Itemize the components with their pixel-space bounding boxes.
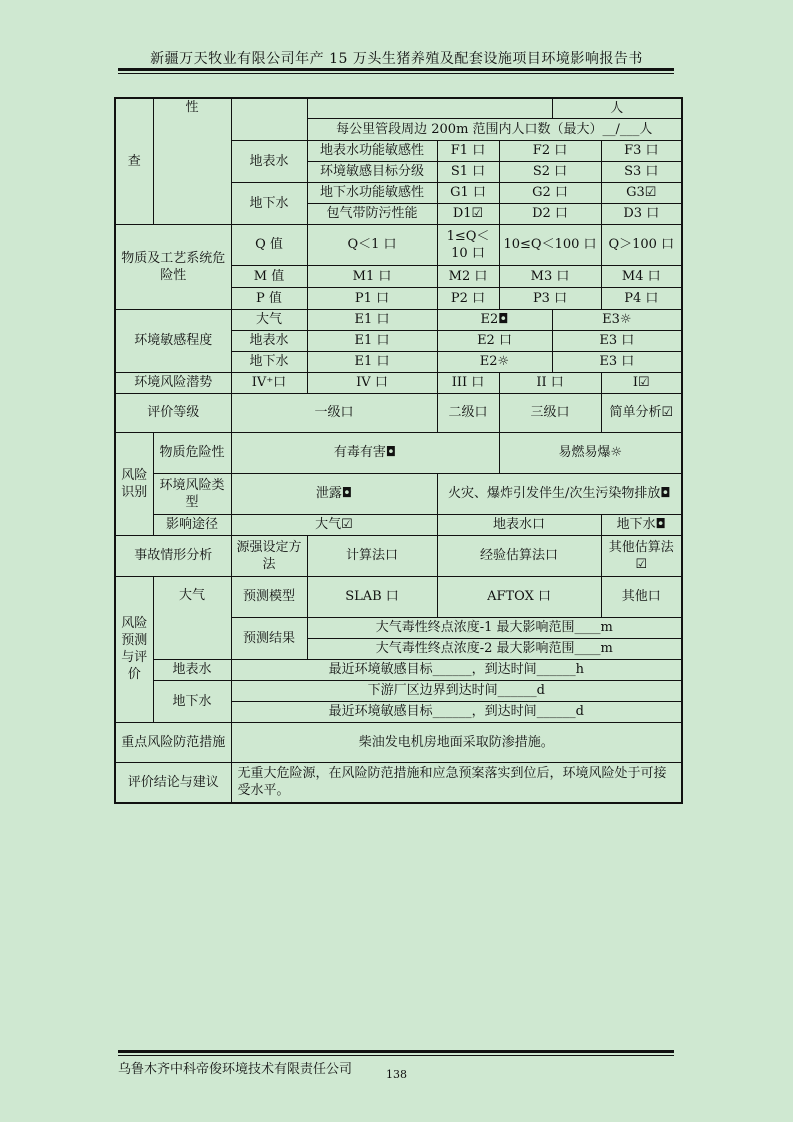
footer-company-name: 乌鲁木齐中科帝俊环境技术有限责任公司	[118, 1062, 353, 1077]
conclusion-label: 评价结论与建议	[115, 762, 231, 803]
key-measures-label: 重点风险防范措施	[115, 722, 231, 762]
surface-f3: F3 口	[601, 140, 682, 161]
assessment-grade-label: 评价等级	[115, 393, 231, 432]
predict-ground-downstream: 下游厂区边界到达时间______d	[231, 680, 682, 701]
sens-ground-e2: E2☼	[437, 351, 552, 372]
grade-level-1: 一级口	[231, 393, 437, 432]
path-surface: 地表水口	[437, 514, 601, 535]
predict-surface-label: 地表水	[153, 659, 231, 680]
sens-air-label: 大气	[231, 309, 307, 330]
ground-water-label: 地下水	[231, 182, 307, 224]
key-measures-text: 柴油发电机房地面采取防渗措施。	[231, 722, 682, 762]
potential-iv-plus: IV⁺口	[231, 372, 307, 393]
env-sensitivity-label: 环境敏感程度	[115, 309, 231, 372]
grade-simple-analysis: 简单分析☑	[601, 393, 682, 432]
footer-rule-thin	[118, 1055, 674, 1056]
risk-identification-label: 风险识别	[115, 432, 153, 535]
cell-r1-c1: 查	[115, 98, 153, 224]
cell-r1-c2: 性	[153, 98, 231, 224]
p-value-label: P 值	[231, 287, 307, 309]
sens-air-e2: E2◘	[437, 309, 552, 330]
grade-level-2: 二级口	[437, 393, 499, 432]
cell-r1-empty	[307, 98, 552, 118]
m2: M2 口	[437, 265, 499, 287]
potential-iii: III 口	[437, 372, 499, 393]
p3: P3 口	[499, 287, 601, 309]
q-value-label: Q 值	[231, 224, 307, 265]
cell-r1-blank	[231, 98, 307, 140]
predict-model-label: 预测模型	[231, 576, 307, 617]
q-lt-1: Q＜1 口	[307, 224, 437, 265]
material-process-label: 物质及工艺系统危险性	[115, 224, 231, 309]
header-rule-thin	[118, 73, 674, 74]
potential-iv: IV 口	[307, 372, 437, 393]
surface-target-label: 环境敏感目标分级	[307, 161, 437, 182]
surface-s2: S2 口	[499, 161, 601, 182]
risk-assessment-table	[114, 97, 683, 804]
conclusion-text: 无重大危险源，在风险防范措施和应急预案落实到位后，环境风险处于可接受水平。	[231, 762, 682, 803]
source-method-label: 源强设定方法	[231, 535, 307, 576]
result-endpoint-1: 大气毒性终点浓度-1 最大影响范围____m	[307, 617, 682, 638]
sens-ground-e1: E1 口	[307, 351, 437, 372]
surface-s3: S3 口	[601, 161, 682, 182]
m-value-label: M 值	[231, 265, 307, 287]
method-calculation: 计算法口	[307, 535, 437, 576]
ground-g2: G2 口	[499, 182, 601, 203]
model-slab: SLAB 口	[307, 576, 437, 617]
potential-ii: II 口	[499, 372, 601, 393]
accident-scenario-label: 事故情形分析	[115, 535, 231, 576]
cell-population-200m: 每公里管段周边 200m 范围内人口数（最大）__/___人	[307, 118, 682, 140]
risk-type-fire: 火灾、爆炸引发伴生/次生污染物排放◘	[437, 473, 682, 514]
m4: M4 口	[601, 265, 682, 287]
ground-d1: D1☑	[437, 203, 499, 224]
q-gt-100: Q＞100 口	[601, 224, 682, 265]
flammable-explosive: 易燃易爆☼	[499, 432, 682, 473]
ground-d3: D3 口	[601, 203, 682, 224]
method-empirical: 经验估算法口	[437, 535, 601, 576]
model-aftox: AFTOX 口	[437, 576, 601, 617]
risk-prediction-label: 风险预测与评价	[115, 576, 153, 722]
p4: P4 口	[601, 287, 682, 309]
page-number: 138	[386, 1068, 407, 1081]
header-rule-thick	[118, 68, 674, 71]
path-air: 大气☑	[231, 514, 437, 535]
document-header-title: 新疆万天牧业有限公司年产 15 万头生猪养殖及配套设施项目环境影响报告书	[150, 51, 643, 67]
path-ground: 地下水◘	[601, 514, 682, 535]
sens-ground-e3: E3 口	[552, 351, 682, 372]
surface-f2: F2 口	[499, 140, 601, 161]
predict-air-label: 大气	[153, 576, 231, 659]
risk-type-label: 环境风险类型	[153, 473, 231, 514]
material-hazard-label: 物质危险性	[153, 432, 231, 473]
ground-g3: G3☑	[601, 182, 682, 203]
predict-ground-nearest: 最近环境敏感目标______，到达时间______d	[231, 701, 682, 722]
m1: M1 口	[307, 265, 437, 287]
m3: M3 口	[499, 265, 601, 287]
risk-potential-label: 环境风险潜势	[115, 372, 231, 393]
sens-surface-e1: E1 口	[307, 330, 437, 351]
q-10-100: 10≤Q＜100 口	[499, 224, 601, 265]
ground-vadose-label: 包气带防污性能	[307, 203, 437, 224]
surface-function-label: 地表水功能敏感性	[307, 140, 437, 161]
sens-air-e1: E1 口	[307, 309, 437, 330]
sens-surface-e3: E3 口	[552, 330, 682, 351]
impact-path-label: 影响途径	[153, 514, 231, 535]
sens-ground-label: 地下水	[231, 351, 307, 372]
surface-s1: S1 口	[437, 161, 499, 182]
ground-d2: D2 口	[499, 203, 601, 224]
method-other: 其他估算法☑	[601, 535, 682, 576]
surface-f1: F1 口	[437, 140, 499, 161]
sens-surface-e2: E2 口	[437, 330, 552, 351]
q-1-10: 1≤Q＜10 口	[437, 224, 499, 265]
risk-type-leak: 泄露◘	[231, 473, 437, 514]
p1: P1 口	[307, 287, 437, 309]
grade-level-3: 三级口	[499, 393, 601, 432]
ground-function-label: 地下水功能敏感性	[307, 182, 437, 203]
p2: P2 口	[437, 287, 499, 309]
predict-ground-label: 地下水	[153, 680, 231, 722]
sens-air-e3: E3☼	[552, 309, 682, 330]
ground-g1: G1 口	[437, 182, 499, 203]
result-endpoint-2: 大气毒性终点浓度-2 最大影响范围____m	[307, 638, 682, 659]
predict-result-label: 预测结果	[231, 617, 307, 659]
potential-i: I☑	[601, 372, 682, 393]
toxic-harmful: 有毒有害◘	[231, 432, 499, 473]
predict-surface-text: 最近环境敏感目标______，到达时间______h	[231, 659, 682, 680]
footer-rule-thick	[118, 1050, 674, 1053]
model-other: 其他口	[601, 576, 682, 617]
cell-r1-people: 人	[552, 98, 682, 118]
sens-surface-label: 地表水	[231, 330, 307, 351]
surface-water-label: 地表水	[231, 140, 307, 182]
